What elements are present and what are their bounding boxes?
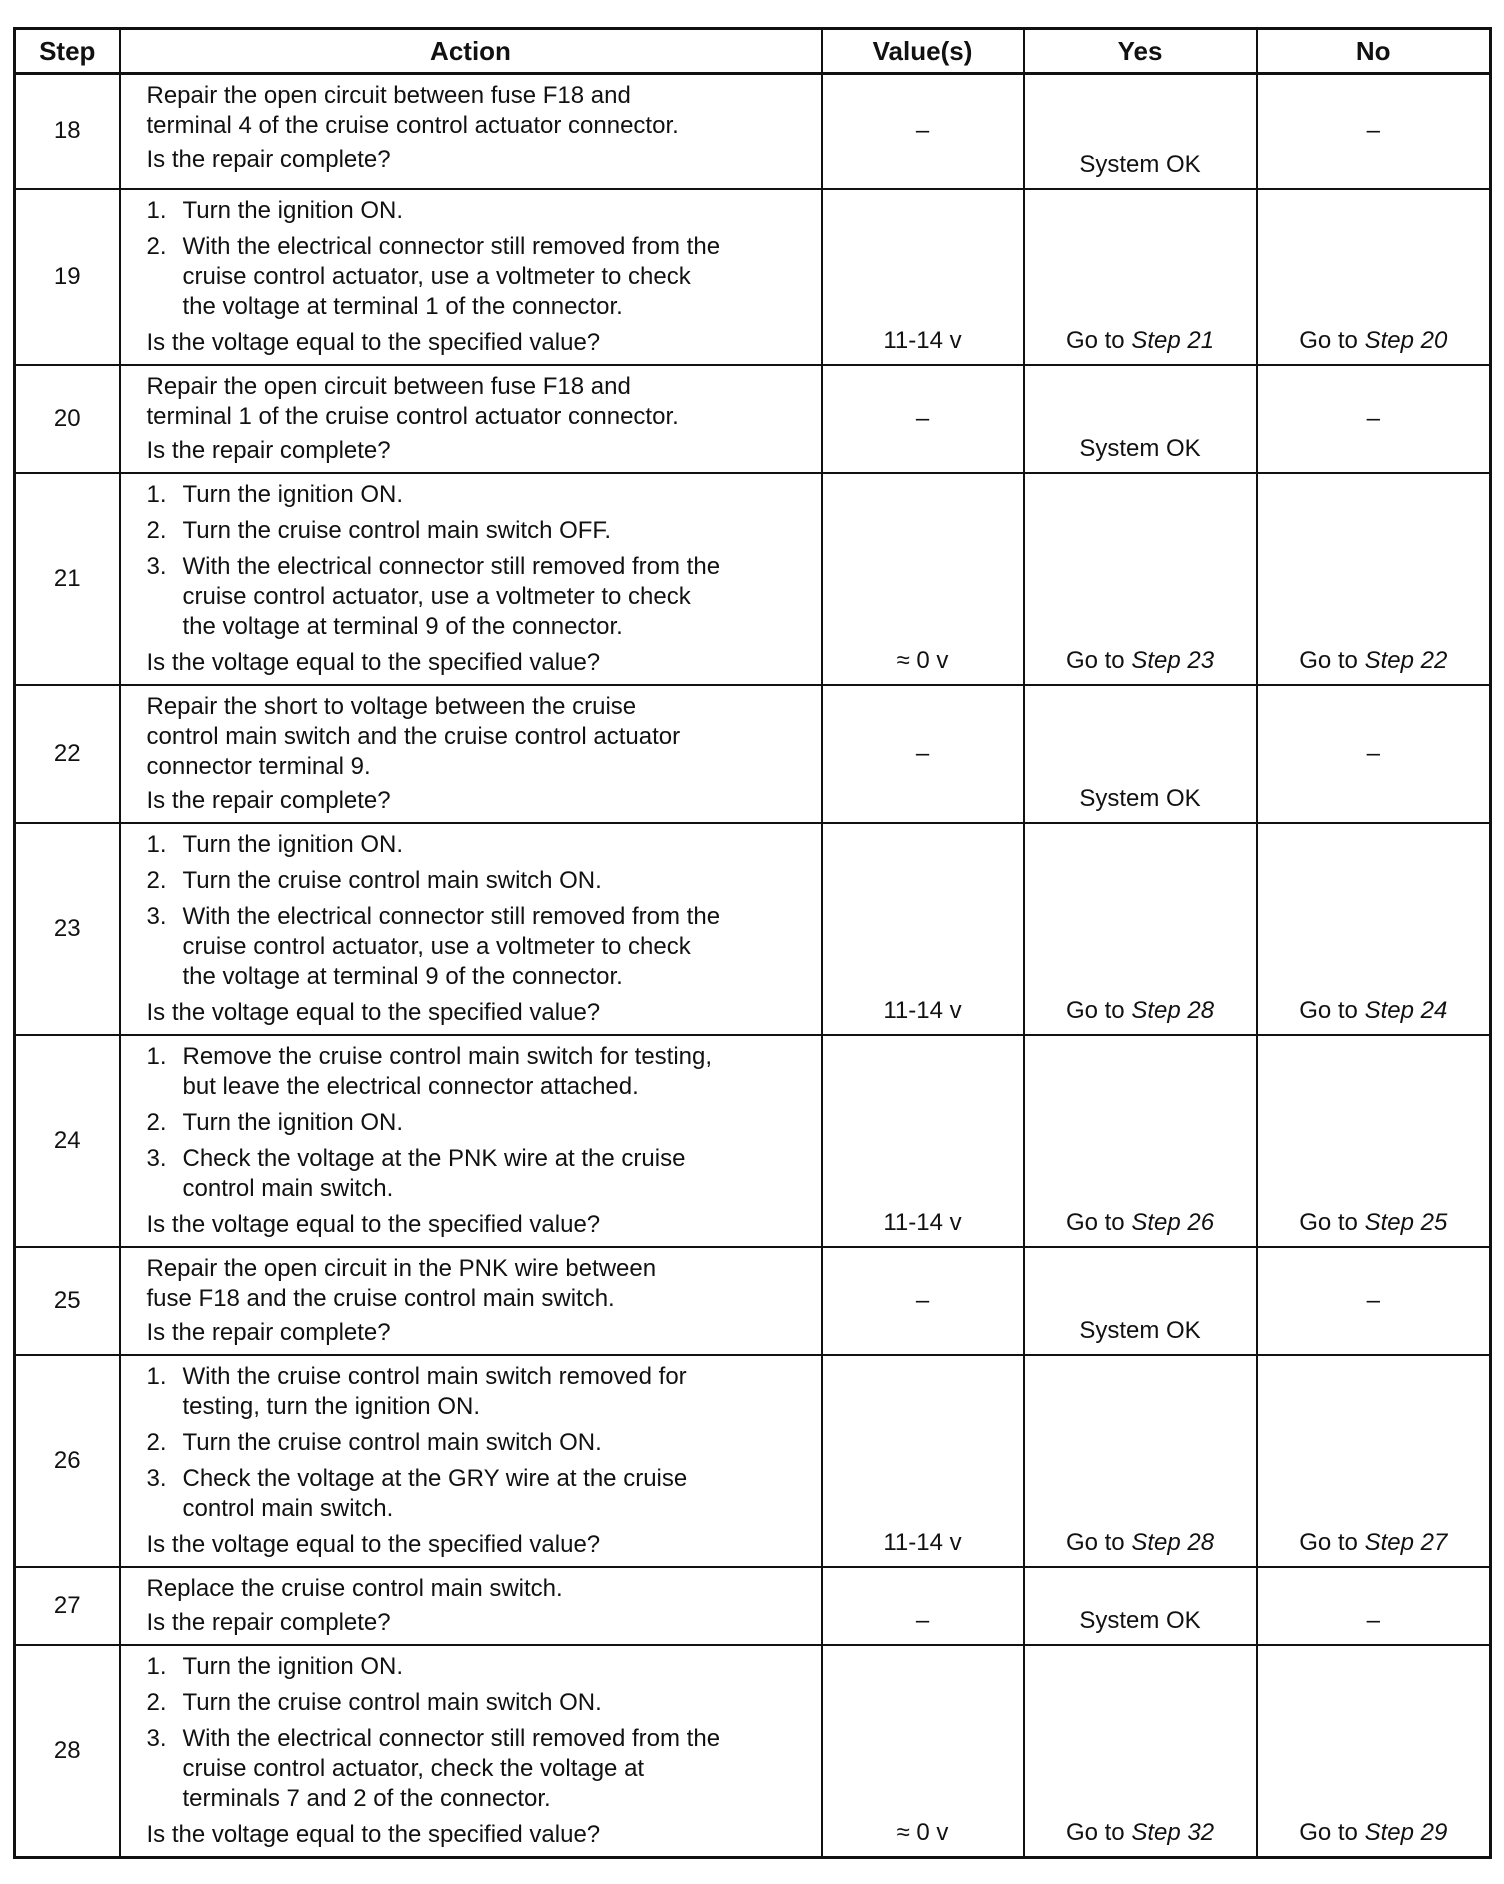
action-list-item (147, 516, 803, 546)
action-cell (120, 365, 822, 473)
action-line: Turn the ignition ON. (182, 830, 404, 858)
value-cell: 11-14 v (822, 1035, 1024, 1247)
action-line: Turn the ignition ON. (182, 1652, 404, 1680)
action-line: control main switch. (182, 1174, 394, 1202)
goto-prefix: Go to (1299, 1818, 1358, 1846)
no-cell (1257, 189, 1491, 365)
action-line: the voltage at terminal 9 of the connector. (182, 962, 623, 990)
goto-step-link[interactable]: Step 26 (1131, 1208, 1215, 1236)
step-number: 26 (15, 1355, 120, 1567)
action-line: Turn the cruise control main switch OFF. (182, 516, 612, 544)
list-item-text (183, 516, 803, 546)
goto-prefix: Go to (1065, 1818, 1125, 1846)
action-list-item (147, 1362, 803, 1422)
goto-prefix: Go to (1065, 646, 1125, 674)
action-cell (120, 1645, 822, 1858)
action-cell (120, 1247, 822, 1355)
no-cell (1257, 1355, 1491, 1567)
yes-cell (1024, 1645, 1257, 1858)
value-cell: ≈ 0 v (822, 1645, 1024, 1858)
yes-cell (1024, 823, 1257, 1035)
goto-prefix: Go to (1299, 996, 1358, 1024)
goto-prefix: Go to (1299, 646, 1358, 674)
no-cell: – (1257, 1247, 1491, 1355)
goto-step-link[interactable]: Step 22 (1364, 646, 1448, 674)
list-item-text (183, 1042, 803, 1102)
list-item-text (183, 1688, 803, 1718)
goto-step-link[interactable]: Step 28 (1131, 996, 1215, 1024)
action-line: Turn the ignition ON. (182, 196, 404, 224)
list-item-text (183, 232, 803, 322)
action-cell (120, 685, 822, 823)
yes-cell (1024, 1035, 1257, 1247)
action-line: Turn the cruise control main switch ON. (182, 1688, 602, 1716)
action-cell (120, 1035, 822, 1247)
action-list-item (147, 552, 803, 642)
action-line: cruise control actuator, use a voltmeter to check (182, 582, 691, 610)
action-paragraph (147, 692, 803, 782)
list-item-number: 3. (146, 1724, 167, 1752)
action-cell (120, 473, 822, 685)
action-line: the voltage at terminal 9 of the connector. (182, 612, 623, 640)
goto-step-link[interactable]: Step 28 (1131, 1528, 1215, 1556)
yes-cell: System OK (1024, 1567, 1257, 1645)
action-question: Is the repair complete? (146, 1318, 391, 1346)
table-row (15, 823, 1491, 1035)
yes-cell: System OK (1024, 365, 1257, 473)
list-item-number: 3. (146, 902, 167, 930)
table-header (15, 29, 1491, 74)
list-item-text (183, 830, 803, 860)
value-cell: 11-14 v (822, 189, 1024, 365)
action-question: Is the repair complete? (146, 1608, 391, 1636)
list-item-text (183, 1652, 803, 1682)
action-line: With the electrical connector still removed from the (182, 1724, 721, 1752)
action-list-item (147, 1108, 803, 1138)
action-line: Turn the cruise control main switch ON. (182, 1428, 602, 1456)
action-list-item (147, 1428, 803, 1458)
list-item-text (183, 1724, 803, 1814)
action-line: control main switch. (182, 1494, 394, 1522)
list-item-text (183, 196, 803, 226)
action-line: but leave the electrical connector attached. (182, 1072, 639, 1100)
list-item-text (183, 552, 803, 642)
action-line: Repair the open circuit between fuse F18 and (146, 82, 631, 109)
goto-step-link[interactable]: Step 29 (1364, 1818, 1448, 1846)
action-cell (120, 1355, 822, 1567)
step-number: 25 (15, 1247, 120, 1355)
table-row (15, 189, 1491, 365)
step-number: 22 (15, 685, 120, 823)
list-item-number: 2. (146, 232, 167, 260)
goto-prefix: Go to (1065, 1208, 1125, 1236)
list-item-number: 1. (146, 1362, 167, 1390)
action-line: Turn the ignition ON. (182, 480, 404, 508)
action-line: the voltage at terminal 1 of the connector. (182, 292, 623, 320)
action-list-item (147, 1652, 803, 1682)
action-question: Is the voltage equal to the specified value? (146, 328, 601, 356)
list-item-text (183, 480, 803, 510)
action-question: Is the repair complete? (146, 436, 391, 464)
action-line: With the electrical connector still removed from the (182, 902, 721, 930)
action-question: Is the voltage equal to the specified value? (146, 998, 601, 1026)
step-number: 21 (15, 473, 120, 685)
action-line: cruise control actuator, use a voltmeter to check (182, 262, 691, 290)
no-cell: – (1257, 685, 1491, 823)
goto-step-link[interactable]: Step 24 (1364, 996, 1448, 1024)
action-list-item (147, 1042, 803, 1102)
table-row (15, 1567, 1491, 1645)
goto-prefix: Go to (1299, 1528, 1358, 1556)
action-line: Remove the cruise control main switch for testing, (182, 1042, 713, 1070)
action-list-item (147, 830, 803, 860)
list-item-number: 3. (146, 1144, 167, 1172)
action-line: With the electrical connector still removed from the (182, 232, 721, 260)
list-item-text (183, 866, 803, 896)
header-no: No (1257, 29, 1491, 74)
action-paragraph (147, 1254, 803, 1314)
yes-cell: System OK (1024, 74, 1257, 189)
header-row (15, 29, 1491, 74)
step-number: 18 (15, 74, 120, 189)
action-cell (120, 823, 822, 1035)
table-body (15, 74, 1491, 1858)
yes-cell: System OK (1024, 685, 1257, 823)
list-item-text (183, 1362, 803, 1422)
action-line: Replace the cruise control main switch. (146, 1574, 563, 1602)
header-step: Step (15, 29, 120, 74)
no-cell (1257, 473, 1491, 685)
action-line: Turn the cruise control main switch ON. (182, 866, 602, 894)
list-item-text (183, 1144, 803, 1204)
no-cell (1257, 1035, 1491, 1247)
action-line: terminals 7 and 2 of the connector. (182, 1784, 551, 1812)
action-cell (120, 1567, 822, 1645)
table-row (15, 74, 1491, 189)
list-item-number: 1. (146, 1652, 167, 1680)
action-line: Turn the ignition ON. (182, 1108, 404, 1136)
step-number: 19 (15, 189, 120, 365)
action-cell (120, 74, 822, 189)
goto-prefix: Go to (1065, 1528, 1125, 1556)
step-number: 23 (15, 823, 120, 1035)
action-question: Is the voltage equal to the specified value? (146, 1820, 601, 1848)
yes-cell (1024, 1355, 1257, 1567)
action-paragraph (147, 372, 803, 432)
value-cell: – (822, 365, 1024, 473)
table-row (15, 1247, 1491, 1355)
yes-cell: System OK (1024, 1247, 1257, 1355)
goto-step-link[interactable]: Step 25 (1364, 1208, 1448, 1236)
list-item-number: 2. (146, 866, 167, 894)
no-cell (1257, 1645, 1491, 1858)
action-question: Is the repair complete? (146, 146, 391, 173)
action-list-item (147, 480, 803, 510)
action-line: Repair the open circuit in the PNK wire between (146, 1254, 657, 1282)
list-item-number: 1. (146, 480, 167, 508)
value-cell: – (822, 74, 1024, 189)
list-item-number: 1. (146, 196, 167, 224)
action-cell (120, 189, 822, 365)
action-line: Check the voltage at the GRY wire at the cruise (182, 1464, 688, 1492)
action-line: Repair the short to voltage between the cruise (146, 692, 637, 720)
table-row (15, 1645, 1491, 1858)
table-row (15, 1035, 1491, 1247)
action-line: fuse F18 and the cruise control main switch. (146, 1284, 615, 1312)
yes-cell (1024, 189, 1257, 365)
action-line: With the electrical connector still removed from the (182, 552, 721, 580)
action-line: Check the voltage at the PNK wire at the cruise (182, 1144, 686, 1172)
header-values: Value(s) (822, 29, 1024, 74)
action-line: testing, turn the ignition ON. (182, 1392, 480, 1420)
list-item-number: 2. (146, 1428, 167, 1456)
no-cell (1257, 823, 1491, 1035)
value-cell: – (822, 1247, 1024, 1355)
action-line: control main switch and the cruise control actuator (146, 722, 681, 750)
yes-cell (1024, 473, 1257, 685)
goto-prefix: Go to (1065, 326, 1125, 354)
goto-step-link[interactable]: Step 23 (1131, 646, 1215, 674)
action-question: Is the voltage equal to the specified value? (146, 1210, 601, 1238)
goto-step-link[interactable]: Step 21 (1131, 326, 1215, 354)
action-list-item (147, 1688, 803, 1718)
goto-step-link[interactable]: Step 27 (1364, 1528, 1448, 1556)
list-item-text (183, 1108, 803, 1138)
list-item-number: 2. (146, 516, 167, 544)
action-paragraph (147, 81, 803, 141)
action-paragraph (147, 1574, 803, 1604)
header-action: Action (120, 29, 822, 74)
action-line: cruise control actuator, check the voltage at (182, 1754, 645, 1782)
step-number: 28 (15, 1645, 120, 1858)
action-question: Is the voltage equal to the specified value? (146, 1530, 601, 1558)
goto-step-link[interactable]: Step 32 (1131, 1818, 1215, 1846)
action-list-item (147, 866, 803, 896)
list-item-text (183, 902, 803, 992)
table-row (15, 685, 1491, 823)
action-line: cruise control actuator, use a voltmeter to check (182, 932, 691, 960)
no-cell: – (1257, 74, 1491, 189)
action-question: Is the repair complete? (146, 786, 391, 814)
list-item-number: 1. (146, 1042, 167, 1070)
action-line: With the cruise control main switch removed for (182, 1362, 687, 1390)
list-item-text (183, 1464, 803, 1524)
value-cell: – (822, 685, 1024, 823)
value-cell: – (822, 1567, 1024, 1645)
list-item-number: 2. (146, 1688, 167, 1716)
table-row (15, 1355, 1491, 1567)
list-item-number: 1. (146, 830, 167, 858)
action-line: Repair the open circuit between fuse F18 and (146, 372, 631, 400)
step-number: 24 (15, 1035, 120, 1247)
value-cell: 11-14 v (822, 1355, 1024, 1567)
action-list-item (147, 1464, 803, 1524)
step-number: 20 (15, 365, 120, 473)
no-cell: – (1257, 365, 1491, 473)
action-list-item (147, 1144, 803, 1204)
step-number: 27 (15, 1567, 120, 1645)
goto-step-link[interactable]: Step 20 (1364, 326, 1448, 354)
list-item-text (183, 1428, 803, 1458)
goto-prefix: Go to (1299, 326, 1358, 354)
list-item-number: 3. (146, 1464, 167, 1492)
action-list-item (147, 232, 803, 322)
value-cell: ≈ 0 v (822, 473, 1024, 685)
header-yes: Yes (1024, 29, 1257, 74)
action-list-item (147, 1724, 803, 1814)
diagnostic-table (13, 27, 1492, 1859)
action-line: terminal 1 of the cruise control actuator connector. (146, 402, 679, 430)
value-cell: 11-14 v (822, 823, 1024, 1035)
action-list-item (147, 902, 803, 992)
goto-prefix: Go to (1299, 1208, 1358, 1236)
list-item-number: 2. (146, 1108, 167, 1136)
action-line: connector terminal 9. (146, 752, 371, 780)
table-row (15, 473, 1491, 685)
table-row (15, 365, 1491, 473)
action-question: Is the voltage equal to the specified value? (146, 648, 601, 676)
list-item-number: 3. (146, 552, 167, 580)
action-list-item (147, 196, 803, 226)
action-line: terminal 4 of the cruise control actuator connector. (146, 112, 679, 139)
goto-prefix: Go to (1065, 996, 1125, 1024)
no-cell: – (1257, 1567, 1491, 1645)
